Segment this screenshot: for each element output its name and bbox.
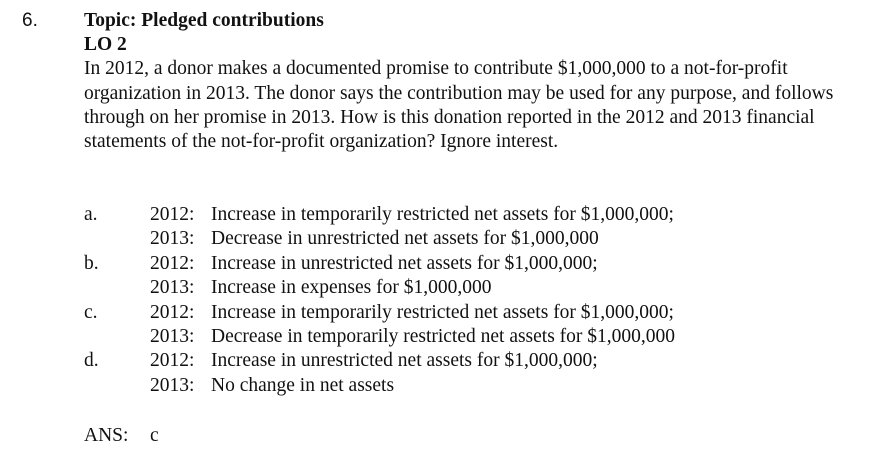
- option-text: Decrease in unrestricted net assets for $1,000,000: [211, 228, 599, 250]
- option-text: Increase in temporarily restricted net assets for $1,000,000;: [211, 204, 674, 225]
- option-b: [84, 252, 854, 301]
- option-letter: a.: [84, 204, 98, 225]
- answer-options: [84, 203, 854, 398]
- option-year: 2012:: [150, 252, 195, 274]
- option-text: Increase in unrestricted net assets for $1,000,000;: [211, 350, 598, 372]
- option-year: 2013:: [150, 228, 195, 250]
- option-line: [150, 227, 854, 251]
- option-letter: d.: [84, 350, 99, 372]
- option-line: [150, 301, 854, 325]
- option-letter: b.: [84, 252, 99, 274]
- option-year: 2012:: [150, 350, 195, 372]
- option-d: [84, 349, 854, 398]
- option-line: [150, 276, 854, 300]
- option-year: 2013:: [150, 326, 195, 348]
- option-text: Increase in temporarily restricted net assets for $1,000,000;: [211, 301, 674, 323]
- option-year: 2012:: [150, 301, 195, 323]
- option-letter: c.: [84, 301, 98, 323]
- answer-line: [84, 424, 159, 448]
- question-topic: Topic: Pledged contributions: [84, 10, 324, 31]
- option-line: [150, 252, 854, 276]
- answer-label: ANS:: [84, 425, 129, 446]
- option-year: 2013:: [150, 374, 195, 396]
- option-c: [84, 301, 854, 350]
- option-text: Increase in unrestricted net assets for $1,000,000;: [211, 252, 598, 274]
- option-line: [150, 374, 854, 398]
- question-stem: In 2012, a donor makes a documented promise to contribute $1,000,000 to a not-for-profit organization in 2013. The donor says the contribution may be used for any purpose, and follows through on her promise in 2013. How is this donation reported in the 2012 and 2013 financial statements of the not-for-profit organization? Ignore interest.: [84, 58, 834, 153]
- learning-objective: LO 2: [84, 34, 127, 56]
- answer-value: c: [150, 425, 159, 446]
- option-text: Increase in expenses for $1,000,000: [211, 277, 492, 299]
- option-text: No change in net assets: [211, 374, 395, 396]
- option-line: [150, 203, 854, 227]
- option-a: [84, 203, 854, 252]
- option-line: [150, 349, 854, 373]
- question-body: [84, 9, 854, 154]
- option-line: [150, 325, 854, 349]
- option-year: 2012:: [150, 204, 195, 225]
- question-number: 6.: [22, 10, 38, 31]
- option-text: Decrease in temporarily restricted net assets for $1,000,000: [211, 326, 676, 348]
- option-year: 2013:: [150, 277, 195, 299]
